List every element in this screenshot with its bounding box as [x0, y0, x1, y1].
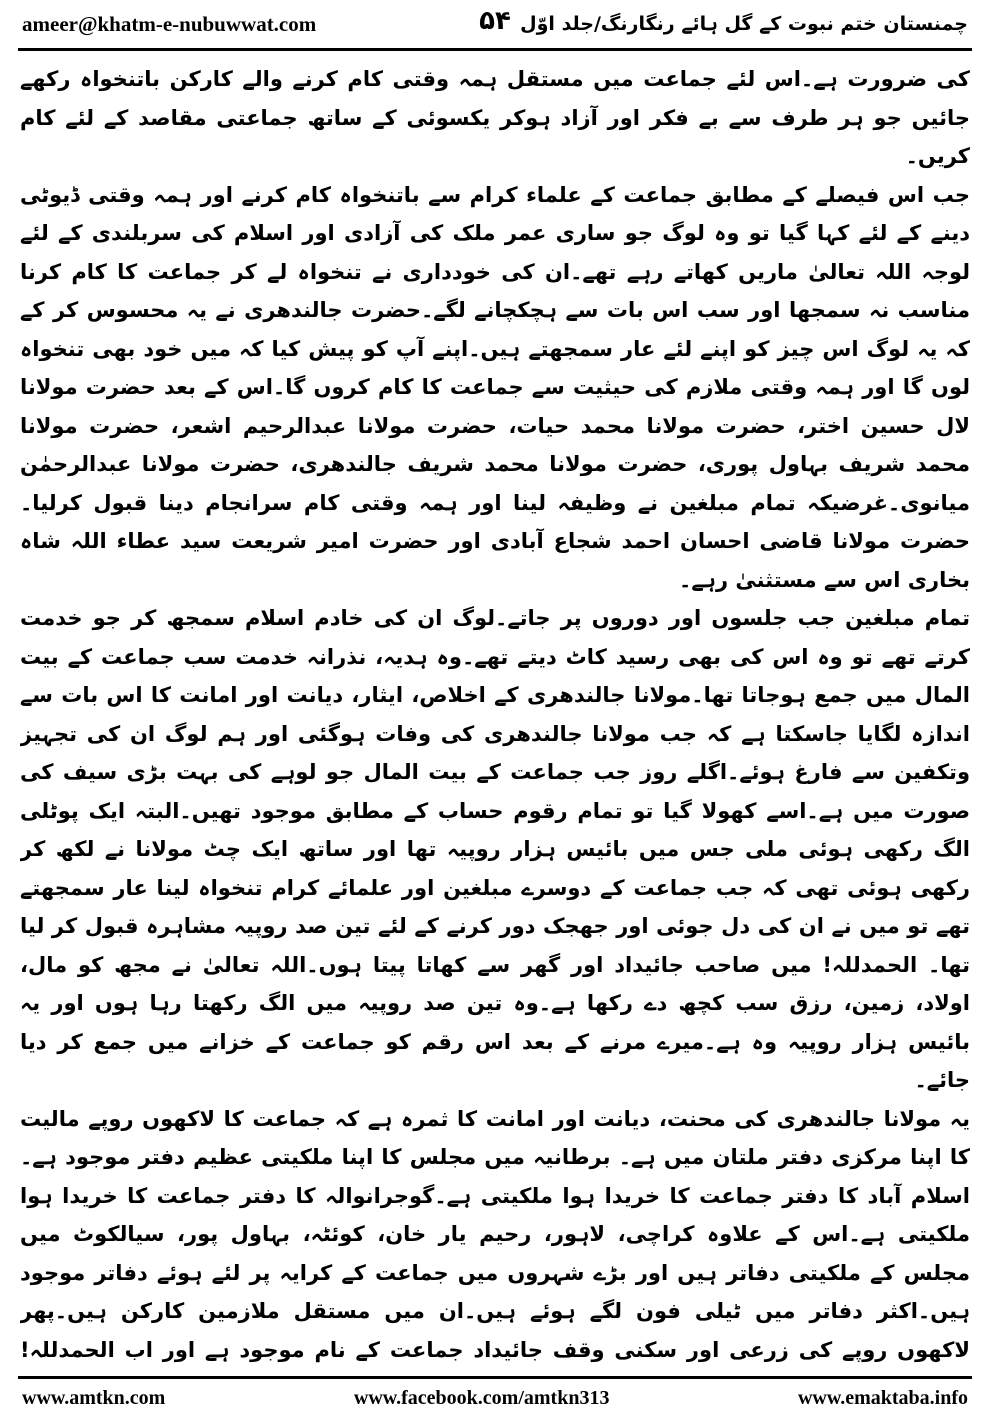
body-text: [20, 60, 970, 1370]
footer-divider: [18, 1376, 972, 1379]
page-footer: [22, 1382, 968, 1414]
header-email[interactable]: ameer@khatm-e-nubuwwat.com: [22, 11, 317, 36]
page-number: ۵۴: [479, 6, 511, 36]
book-title: چمنستان ختم نبوت کے گل ہائے رنگارنگ/جلد اوّل: [520, 13, 968, 35]
footer-link-left[interactable]: www.amtkn.com: [22, 1386, 166, 1409]
paragraph-3: تمام مبلغین جب جلسوں اور دوروں پر جاتے۔لوگ ان کی خادم اسلام سمجھ کر جو خدمت کرتے تھے تو وہ اس کی بھی رسید کاٹ دیتے تھے۔وہ ہدیہ، نذرانہ خدمت سب جماعت کے بیت المال میں جمع ہوجاتا تھا۔مولانا جالندھری کے اخلاص، ایثار، دیانت اور امانت کا اس بات سے اندازہ لگایا جاسکتا ہے کہ جب مولانا جالندھری کی وفات ہوگئی اور ہم لوگ ان کی تجہیز وتکفین سے فارغ ہوئے۔اگلے روز جب جماعت کے بیت المال جو لوہے کی بہت بڑی سیف کی صورت میں ہے۔اسے کھولا گیا تو تمام رقوم حساب کے مطابق موجود تھیں۔البتہ ایک پوٹلی الگ رکھی ہوئی ملی جس میں بائیس ہزار روپیہ تھا اور ساتھ ایک چٹ مولانا نے لکھ کر رکھی ہوئی تھی کہ جب جماعت کے دوسرے مبلغین اور علمائے کرام تنخواہ لینا عار سمجھتے تھے تو میں نے ان کی دل جوئی اور جھجک دور کرنے کے لئے تین صد روپیہ مشاہرہ قبول کر لیا تھا۔ الحمدللہ! میں صاحب جائیداد اور گھر سے کھاتا پیتا ہوں۔اللہ تعالیٰ نے مجھ کو مال، اولاد، زمین، رزق سب کچھ دے رکھا ہے۔وہ تین صد روپیہ میں الگ رکھتا رہا ہوں اور یہ بائیس ہزار روپیہ وہ ہے۔میرے مرنے کے بعد اس رقم کو جماعت کے خزانے میں جمع کر دیا جائے۔: [20, 606, 970, 1092]
paragraph-1: کی ضرورت ہے۔اس لئے جماعت میں مستقل ہمہ وقتی کام کرنے والے کارکن باتنخواہ رکھے جائیں جو ہر طرف سے بے فکر اور آزاد ہوکر یکسوئی کے ساتھ جماعتی مقاصد کے لئے کام کریں۔: [20, 67, 970, 168]
footer-link-center[interactable]: www.facebook.com/amtkn313: [353, 1386, 610, 1409]
footer-link-right[interactable]: www.emaktaba.info: [797, 1386, 968, 1409]
paragraph-4: یہ مولانا جالندھری کی محنت، دیانت اور امانت کا ثمرہ ہے کہ جماعت کا لاکھوں روپے مالیت کا اپنا مرکزی دفتر ملتان میں ہے۔ برطانیہ میں مجلس کا اپنا ملکیتی عظیم دفتر موجود ہے۔اسلام آباد کا دفتر جماعت کا خریدا ہوا ملکیتی ہے۔گوجرانوالہ کا دفتر جماعت کا خریدا ہوا ملکیتی ہے۔اس کے علاوہ کراچی، لاہور، رحیم یار خان، کوئٹہ، بہاول پور، سیالکوٹ میں مجلس کے ملکیتی دفاتر ہیں اور بڑے شہروں میں جماعت کے کرایہ پر لئے ہوئے دفاتر موجود ہیں۔اکثر دفاتر میں ٹیلی فون لگے ہوئے ہیں۔ان میں مستقل ملازمین کارکن ہیں۔پھر لاکھوں روپے کی زرعی اور سکنی وقف جائیداد جماعت کے نام موجود ہے اور اب الحمدللہ!: [20, 1106, 970, 1362]
page-header: [22, 0, 968, 48]
paragraph-2: جب اس فیصلے کے مطابق جماعت کے علماء کرام سے باتنخواہ کام کرنے اور ہمہ وقتی ڈیوٹی دینے کے لئے کہا گیا تو وہ لوگ جو ساری عمر ملک کی آزادی اور اسلام کی سربلندی کے لئے لوجہ اللہ تعالیٰ ماریں کھاتے رہے تھے۔ان کی خودداری نے تنخواہ لے کر جماعت کا کام کرنا مناسب نہ سمجھا اور سب اس بات سے ہچکچانے لگے۔حضرت جالندھری نے یہ محسوس کر کے کہ یہ لوگ اس چیز کو اپنے لئے عار سمجھتے ہیں۔اپنے آپ کو پیش کیا کہ میں خود بھی تنخواہ لوں گا اور ہمہ وقتی ملازم کی حیثیت سے جماعت کا کام کروں گا۔اس کے بعد حضرت مولانا لال حسین اختر، حضرت مولانا محمد حیات، حضرت مولانا عبدالرحیم اشعر، حضرت مولانا محمد شریف بہاول پوری، حضرت مولانا محمد شریف جالندھری، حضرت مولانا عبدالرحمٰن میانوی۔غرضیکہ تمام مبلغین نے وظیفہ لینا اور ہمہ وقتی کام سرانجام دینا قبول کرلیا۔حضرت مولانا قاضی احسان احمد شجاع آبادی اور حضرت امیر شریعت سید عطاء اللہ شاہ بخاری اس سے مستثنیٰ رہے۔: [20, 182, 970, 592]
header-divider: [18, 48, 972, 51]
